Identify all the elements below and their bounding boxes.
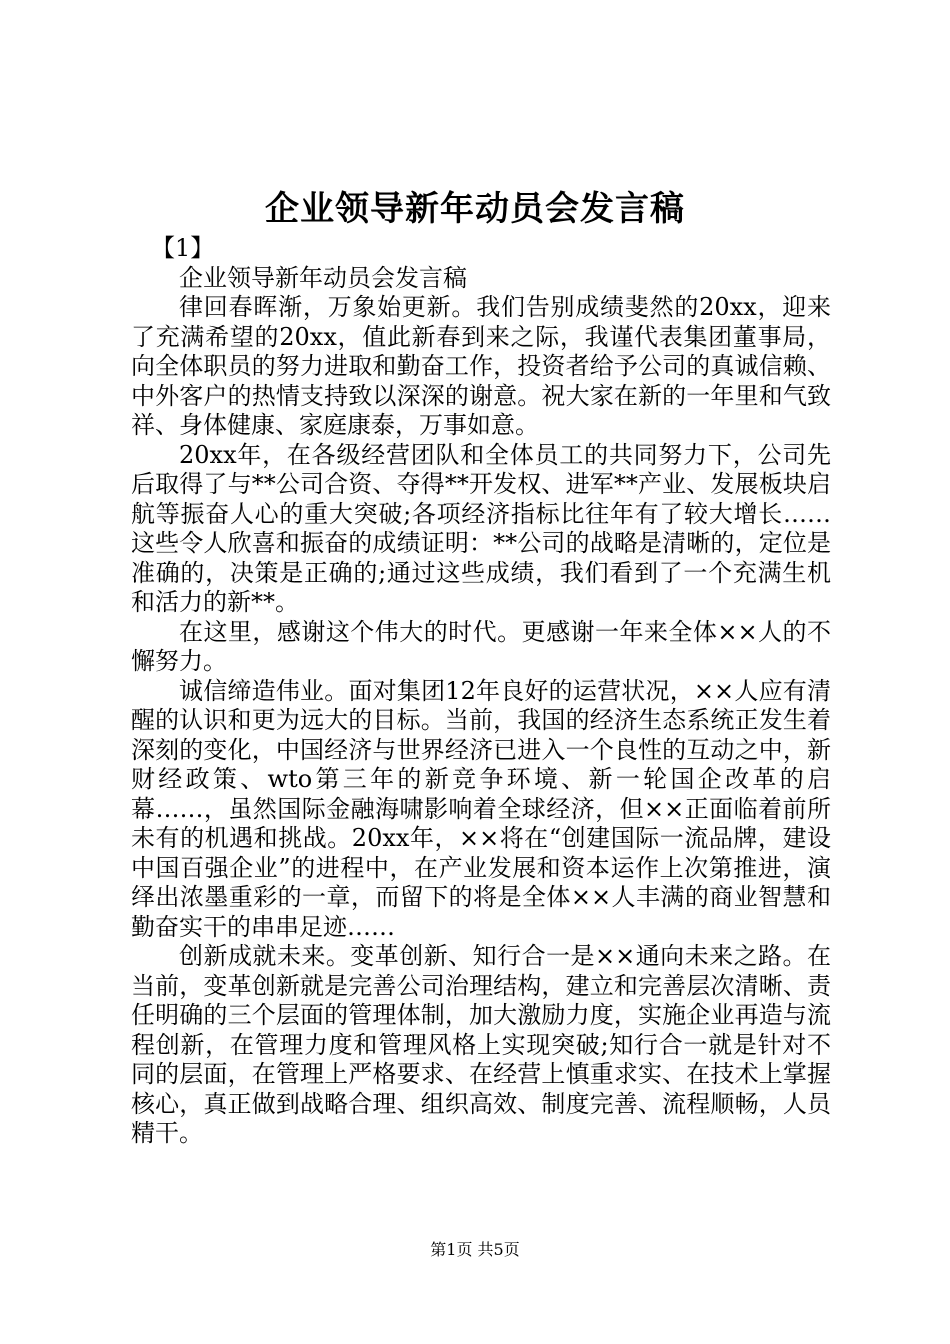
paragraph: 20xx年，在各级经营团队和全体员工的共同努力下，公司先后取得了与**公司合资、夺得**开发权、进军**产业、发展板块启航等振奋人心的重大突破;各项经济指标比往年有了较大增长……这些令人欣喜和振奋的成绩证明：**公司的战略是清晰的，定位是准确的，决策是正确的;通过这些成绩，我们看到了一个充满生机和活力的新**。 — [131, 440, 831, 616]
document-subtitle: 企业领导新年动员会发言稿 — [179, 263, 467, 292]
paragraph: 创新成就未来。变革创新、知行合一是××通向未来之路。在当前，变革创新就是完善公司治理结构，建立和完善层次清晰、责任明确的三个层面的管理体制，加大激励力度，实施企业再造与流程创新，在管理力度和管理风格上实现突破;知行合一就是针对不同的层面，在管理上严格要求、在经营上慎重求实、在技术上掌握核心，真正做到战略合理、组织高效、制度完善、流程顺畅，人员精干。 — [131, 942, 831, 1147]
section-marker: 【1】 — [151, 234, 215, 262]
paragraph: 律回春晖渐，万象始更新。我们告别成绩斐然的20xx，迎来了充满希望的20xx，值此新春到来之际，我谨代表集团董事局，向全体职员的努力进取和勤奋工作，投资者给予公司的真诚信赖、中外客户的热情支持致以深深的谢意。祝大家在新的一年里和气致祥、身体健康、家庭康泰，万事如意。 — [131, 293, 831, 439]
page-footer: 第1页 共5页 — [430, 1240, 520, 1259]
document-title: 企业领导新年动员会发言稿 — [265, 189, 685, 229]
paragraph: 诚信缔造伟业。面对集团12年良好的运营状况，××人应有清醒的认识和更为远大的目标。当前，我国的经济生态系统正发生着深刻的变化，中国经济与世界经济已进入一个良性的互动之中，新财经政策、wto第三年的新竞争环境、新一轮国企改革的启幕……，虽然国际金融海啸影响着全球经济，但××正面临着前所未有的机遇和挑战。20xx年，××将在“创建国际一流品牌，建设中国百强企业”的进程中，在产业发展和资本运作上次第推进，演绎出浓墨重彩的一章，而留下的将是全体××人丰满的商业智慧和勤奋实干的串串足迹…… — [131, 676, 831, 941]
paragraph: 在这里，感谢这个伟大的时代。更感谢一年来全体××人的不懈努力。 — [131, 617, 831, 675]
document-body — [131, 234, 831, 1149]
